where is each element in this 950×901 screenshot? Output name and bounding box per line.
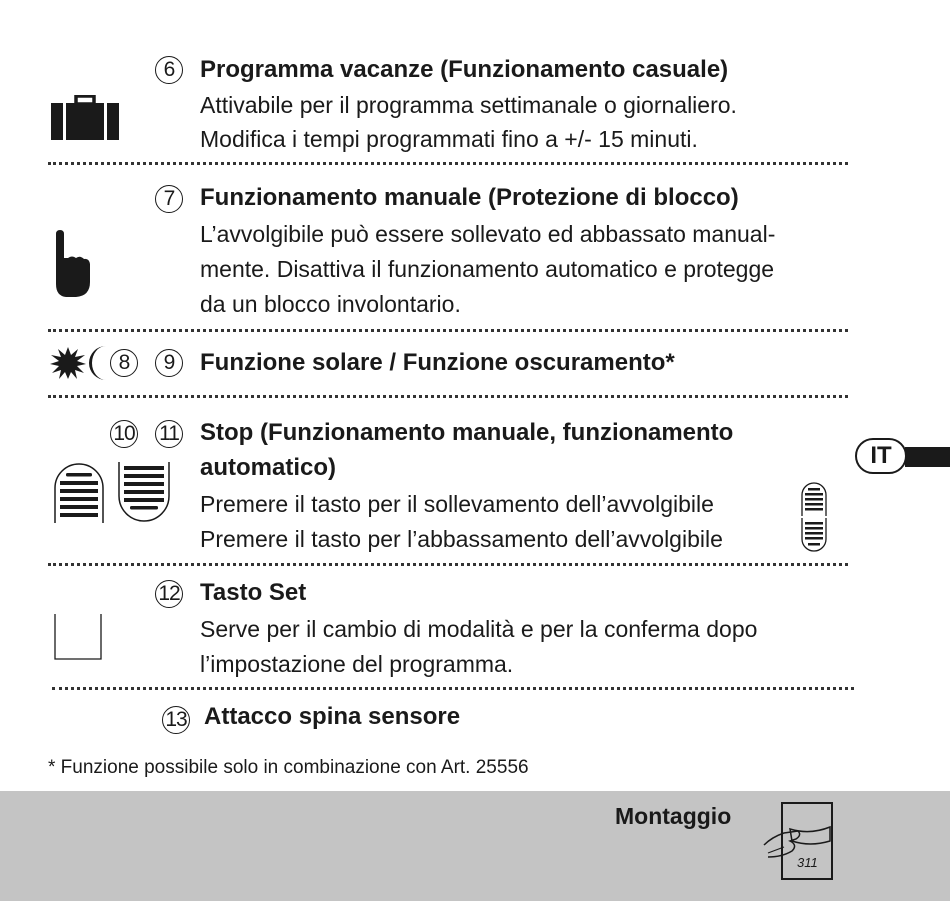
section-title-stop: Stop (Funzionamento manuale, funzionamento xyxy=(200,419,734,446)
section-title-sensor: Attacco spina sensore xyxy=(204,703,461,730)
section-title-solar: Funzione solare / Funzione oscuramento* xyxy=(200,349,675,376)
language-tab: IT xyxy=(855,438,907,474)
footnote: * Funzione possibile solo in combinazione con Art. 25556 xyxy=(48,757,529,778)
language-tab-bar xyxy=(905,447,950,467)
number-badge-6: 6 xyxy=(155,56,183,84)
shutter-up-button-icon xyxy=(54,463,104,523)
section-text-line: Attivabile per il programma settimanale o giornaliero. xyxy=(200,92,737,118)
dotted-divider xyxy=(48,563,848,566)
section-text-line: Premere il tasto per l’abbassamento dell’avvolgibile xyxy=(200,526,723,552)
page-number: 311 xyxy=(797,855,818,870)
section-title-stop-cont: automatico) xyxy=(200,454,337,481)
set-button-icon xyxy=(54,614,102,660)
number-badge-9: 9 xyxy=(155,349,183,377)
pointing-hand-icon xyxy=(50,230,92,298)
section-text-line: mente. Disattiva il funzionamento automatico e protegge xyxy=(200,256,775,282)
small-shutter-down-icon xyxy=(801,518,827,552)
sun-icon xyxy=(50,347,86,379)
section-text-line: l’impostazione del programma. xyxy=(200,651,514,677)
number-badge-13: 13 xyxy=(162,706,190,734)
page-footer xyxy=(0,791,950,901)
dotted-divider xyxy=(48,329,848,332)
section-text-line: Premere il tasto per il sollevamento dell’avvolgibile xyxy=(200,491,714,517)
small-shutter-up-icon xyxy=(801,482,827,516)
number-badge-8: 8 xyxy=(110,349,138,377)
number-badge-10: 10 xyxy=(110,420,138,448)
dotted-divider xyxy=(48,162,848,165)
number-badge-12: 12 xyxy=(155,580,183,608)
section-text-line: Serve per il cambio di modalità e per la conferma dopo xyxy=(200,616,758,642)
section-title-set: Tasto Set xyxy=(200,579,307,606)
dotted-divider xyxy=(48,395,848,398)
moon-icon xyxy=(84,345,110,381)
section-title-manual: Funzionamento manuale (Protezione di blocco) xyxy=(200,184,739,211)
dotted-divider xyxy=(52,687,854,690)
suitcase-icon xyxy=(50,95,120,141)
section-title-holiday: Programma vacanze (Funzionamento casuale) xyxy=(200,56,729,83)
section-text-line: da un blocco involontario. xyxy=(200,291,461,317)
section-text-line: Modifica i tempi programmati fino a +/- 15 minuti. xyxy=(200,126,698,152)
section-text-line: L’avvolgibile può essere sollevato ed abbassato manual- xyxy=(200,221,776,247)
chapter-title: Montaggio xyxy=(615,803,732,829)
shutter-down-button-icon xyxy=(118,462,170,522)
number-badge-7: 7 xyxy=(155,185,183,213)
number-badge-11: 11 xyxy=(155,420,183,448)
